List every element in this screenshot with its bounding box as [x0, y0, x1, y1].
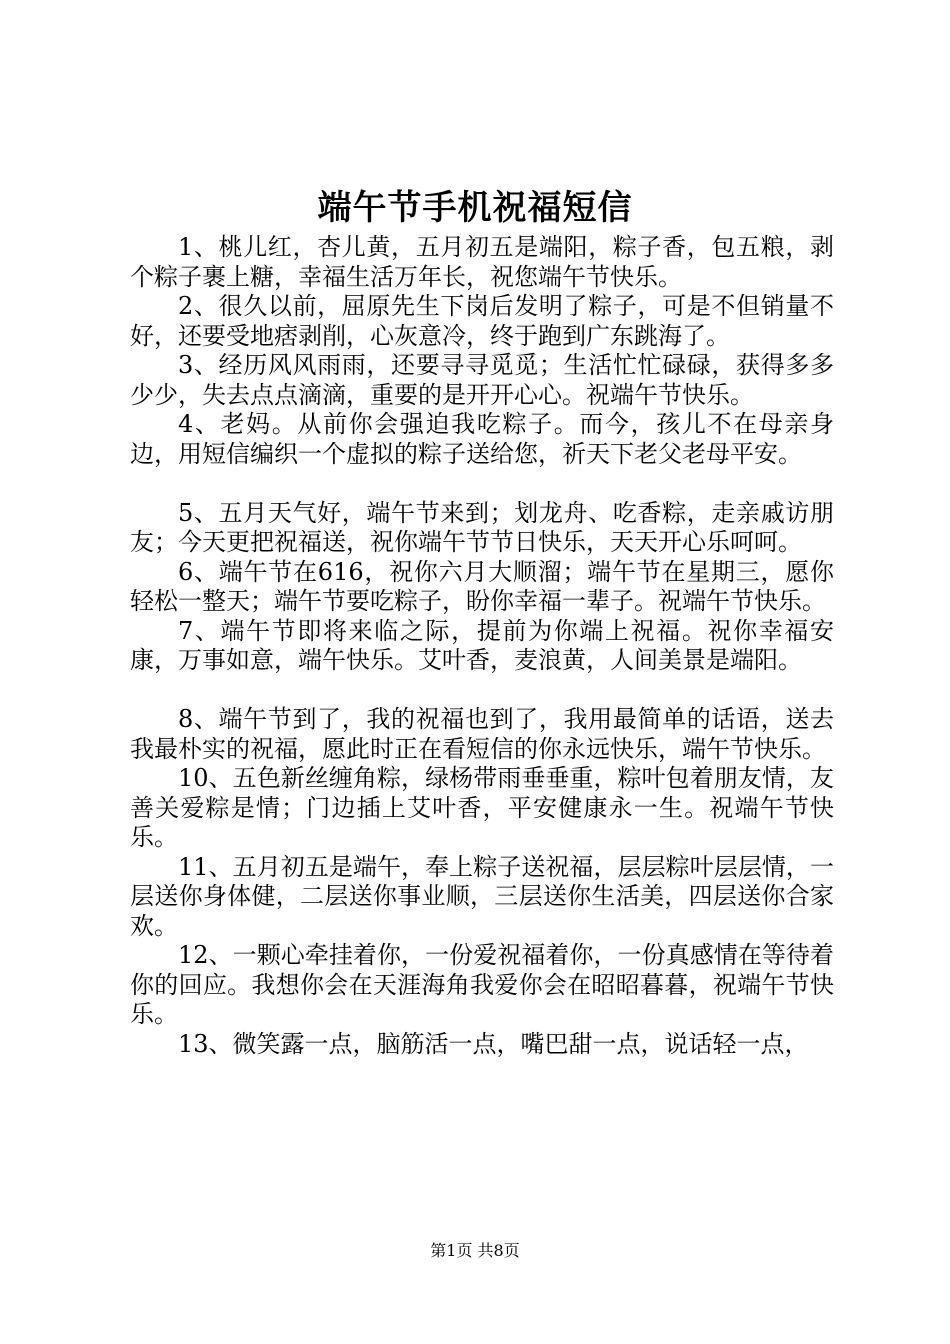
document-body — [130, 233, 834, 1059]
paragraph: 8、端午节到了，我的祝福也到了，我用最简单的话语，送去我最朴实的祝福，愿此时正在看短信的你永远快乐，端午节快乐。 — [130, 705, 834, 763]
paragraph: 3、经历风风雨雨，还要寻寻觅觅；生活忙忙碌碌，获得多多少少，失去点点滴滴，重要的是开开心心。祝端午节快乐。 — [130, 351, 834, 409]
paragraph: 5、五月天气好，端午节来到；划龙舟、吃香粽，走亲戚访朋友；今天更把祝福送，祝你端午节节日快乐，天天开心乐呵呵。 — [130, 498, 834, 556]
paragraph: 7、端午节即将来临之际，提前为你端上祝福。祝你幸福安康，万事如意，端午快乐。艾叶香，麦浪黄，人间美景是端阳。 — [130, 616, 834, 674]
paragraph: 1、桃儿红，杏儿黄，五月初五是端阳，粽子香，包五粮，剥个粽子裹上糖，幸福生活万年长，祝您端午节快乐。 — [130, 233, 834, 291]
page-title: 端午节手机祝福短信 — [317, 188, 633, 228]
paragraph: 2、很久以前，屈原先生下岗后发明了粽子，可是不但销量不好，还要受地痞剥削，心灰意冷，终于跑到广东跳海了。 — [130, 292, 834, 350]
paragraph: 6、端午节在616，祝你六月大顺溜；端午节在星期三，愿你轻松一整天；端午节要吃粽子，盼你幸福一辈子。祝端午节快乐。 — [130, 557, 834, 615]
page-footer: 第1页 共8页 — [430, 1241, 520, 1260]
paragraph: 4、老妈。从前你会强迫我吃粽子。而今，孩儿不在母亲身边，用短信编织一个虚拟的粽子送给您，祈天下老父老母平安。 — [130, 410, 834, 468]
paragraph: 13、微笑露一点，脑筋活一点，嘴巴甜一点，说话轻一点， — [178, 1029, 809, 1058]
paragraph: 10、五色新丝缠角粽，绿杨带雨垂垂重，粽叶包着朋友情，友善关爱粽是情；门边插上艾叶香，平安健康永一生。祝端午节快乐。 — [130, 764, 834, 851]
paragraph: 11、五月初五是端午，奉上粽子送祝福，层层粽叶层层情，一层送你身体健，二层送你事业顺，三层送你生活美，四层送你合家欢。 — [130, 852, 834, 940]
paragraph: 12、一颗心牵挂着你，一份爱祝福着你，一份真感情在等待着你的回应。我想你会在天涯海角我爱你会在昭昭暮暮，祝端午节快乐。 — [130, 941, 834, 1028]
